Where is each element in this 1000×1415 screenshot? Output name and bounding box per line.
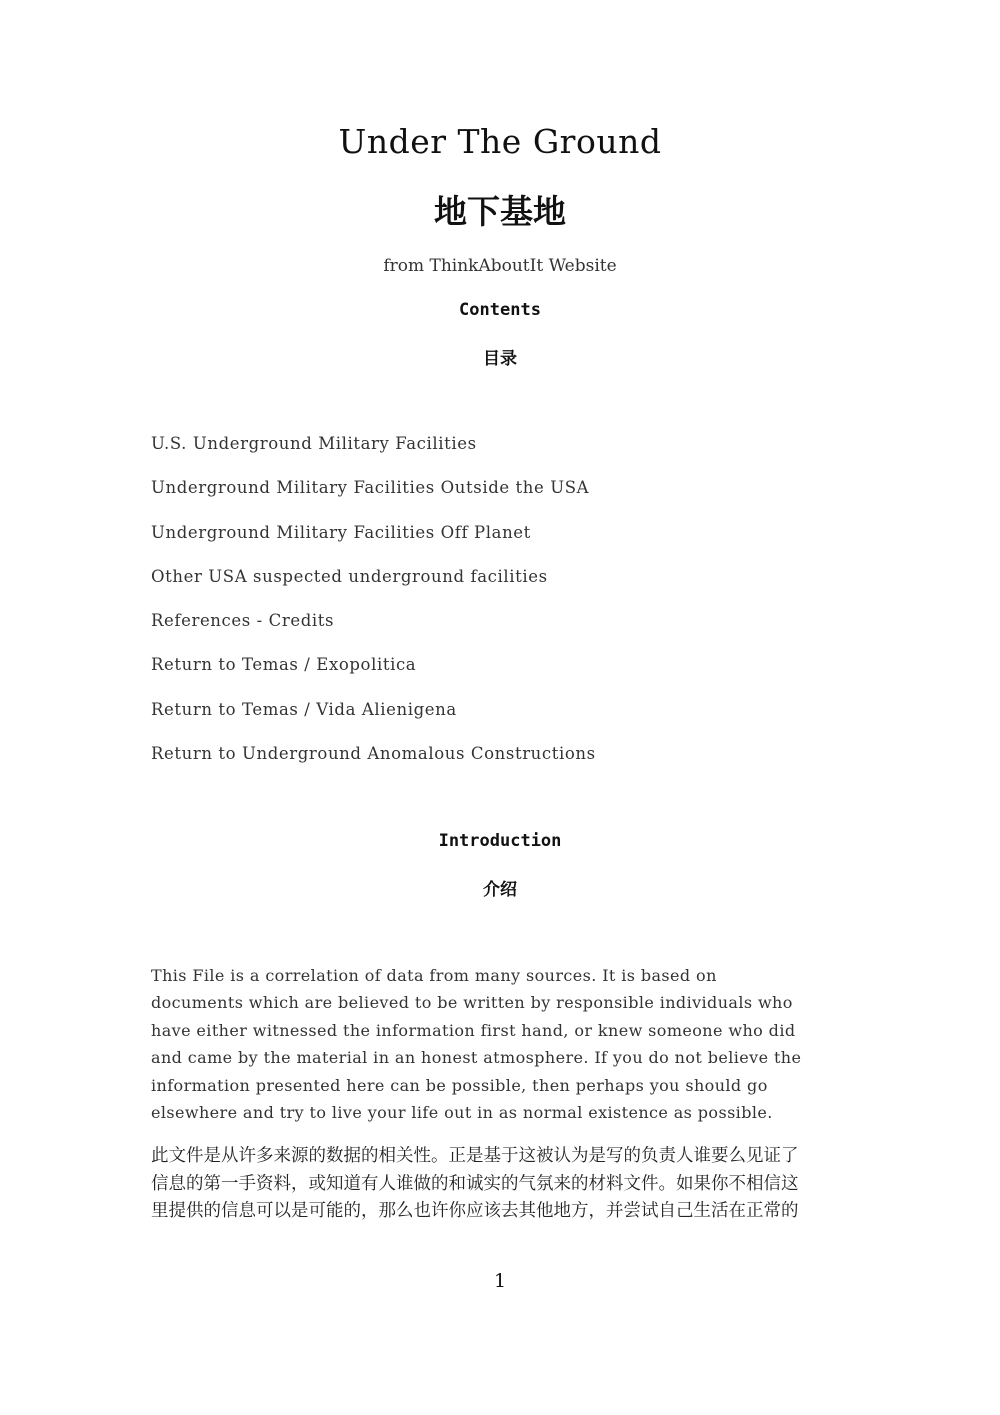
toc-link-exopolitica[interactable]: Return to Temas / Exopolitica xyxy=(151,655,417,675)
toc-link-outside-usa[interactable]: Underground Military Facilities Outside the USA xyxy=(151,478,590,498)
document-title-en: Under The Ground xyxy=(338,122,662,161)
paragraph-line: 里提供的信息可以是可能的，那么也许你应该去其他地方，并尝试自己生活在正常的 xyxy=(151,1201,799,1221)
contents-heading-zh: 目录 xyxy=(483,349,517,369)
paragraph-line: 此文件是从许多来源的数据的相关性。正是基于这被认为是写的负责人谁要么见证了 xyxy=(151,1146,799,1166)
toc-link-references[interactable]: References - Credits xyxy=(151,611,335,631)
toc-link-vida-alienigena[interactable]: Return to Temas / Vida Alienigena xyxy=(151,699,457,719)
page-number: 1 xyxy=(493,1270,507,1292)
toc-link-anomalous-constructions[interactable]: Return to Underground Anomalous Constructions xyxy=(151,744,596,764)
paragraph-line: elsewhere and try to live your life out in as normal existence as possible. xyxy=(151,1103,773,1123)
table-of-contents xyxy=(151,432,596,786)
introduction-paragraph-zh xyxy=(151,1143,851,1226)
paragraph-line: 信息的第一手资料，或知道有人谁做的和诚实的气氛来的材料文件。如果你不相信这 xyxy=(151,1173,799,1194)
toc-link-us-facilities[interactable]: U.S. Underground Military Facilities xyxy=(151,434,477,453)
introduction-heading-zh: 介绍 xyxy=(483,880,517,900)
source-line: from ThinkAboutIt Website xyxy=(383,256,617,276)
contents-heading-en: Contents xyxy=(459,300,541,320)
paragraph-line: and came by the material in an honest atmosphere. If you do not believe the xyxy=(151,1048,802,1068)
toc-link-other-suspected[interactable]: Other USA suspected underground facilities xyxy=(151,566,548,586)
paragraph-line: have either witnessed the information first hand, or knew someone who did xyxy=(151,1020,796,1040)
paragraph-line: information presented here can be possible, then perhaps you should go xyxy=(151,1075,768,1095)
introduction-heading-en: Introduction xyxy=(438,831,562,851)
document-title-zh: 地下基地 xyxy=(434,192,566,231)
paragraph-line: This File is a correlation of data from many sources. It is based on xyxy=(151,966,717,985)
paragraph-line: documents which are believed to be written by responsible individuals who xyxy=(151,993,793,1013)
introduction-paragraph-en xyxy=(151,962,851,1126)
toc-link-off-planet[interactable]: Underground Military Facilities Off Planet xyxy=(151,522,531,542)
